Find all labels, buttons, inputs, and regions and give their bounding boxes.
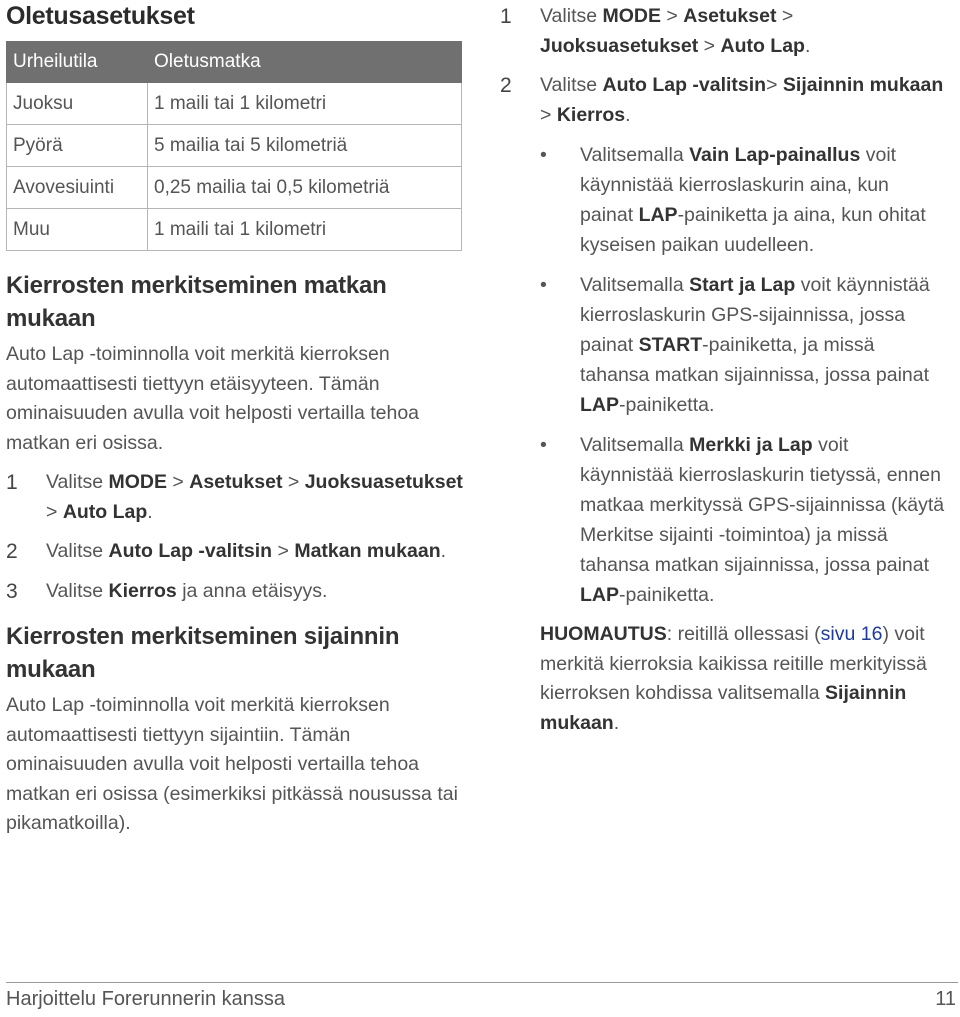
table-row <box>7 209 462 251</box>
bullet-item <box>500 430 945 610</box>
bold-term: Sijainnin mukaan <box>782 74 944 96</box>
bold-term: Kierros <box>556 103 626 126</box>
bullet-marker: • <box>540 274 547 296</box>
bold-term: Auto Lap -valitsin <box>602 74 767 96</box>
step-text: Valitse Auto Lap -valitsin> Sijainnin mukaan > Kierros. <box>540 74 944 126</box>
bold-term: MODE <box>602 5 661 27</box>
page-reference-link[interactable]: sivu 16 <box>820 623 883 645</box>
page-number: 11 <box>935 988 956 1010</box>
page-title: Oletusasetukset <box>6 2 195 30</box>
footer-divider <box>6 982 958 983</box>
footer-section-title: Harjoittelu Forerunnerin kanssa <box>6 988 286 1010</box>
step-text: Valitse MODE > Asetukset > Juoksuasetukset > Auto Lap. <box>46 471 463 523</box>
bold-term: LAP <box>580 584 619 606</box>
bold-term: Auto Lap -valitsin <box>108 540 273 562</box>
step-number: 2 <box>500 74 512 97</box>
table-row <box>7 125 462 167</box>
bold-term: Auto Lap <box>720 34 805 57</box>
bold-term: Sijainnin mukaan <box>540 682 907 734</box>
left-column <box>6 0 468 839</box>
section-heading-distance: Kierrosten merkitseminen matkan mukaan <box>6 272 387 332</box>
step-number: 2 <box>6 540 18 563</box>
bold-term: Kierros <box>108 579 177 602</box>
table-cell-distance: 0,25 mailia tai 0,5 kilometriä <box>148 167 462 209</box>
bold-term: Auto Lap <box>62 500 148 523</box>
steps-list-position <box>500 2 945 130</box>
table-cell-distance: 1 maili tai 1 kilometri <box>148 83 462 125</box>
table-cell-distance: 5 mailia tai 5 kilometriä <box>148 125 462 167</box>
bullet-marker: • <box>540 434 547 456</box>
bullet-text: Valitsemalla Vain Lap-painallus voit käynnistää kierroslaskurin aina, kun painat LAP-painiketta ja aina, kun ohitat kyseisen paikan uudelleen. <box>580 144 926 256</box>
right-column <box>500 0 945 738</box>
table-header-cell: Urheilutila <box>7 42 148 83</box>
bold-term: START <box>638 334 703 356</box>
bold-term: HUOMAUTUS <box>540 623 667 645</box>
bullet-marker: • <box>540 144 547 166</box>
bullet-text: Valitsemalla Merkki ja Lap voit käynnistää kierroslaskurin tietyssä, ennen matkaa merkityssä GPS-sijainnissa (käytä Merkitse sijainti -toimintoa) ja missä tahansa matkan sijainnissa, jossa painat LAP-painiketta. <box>580 434 945 606</box>
section-heading-position: Kierrosten merkitseminen sijainnin mukaan <box>6 623 400 683</box>
table-cell-sport: Juoksu <box>7 83 148 125</box>
bold-term: LAP <box>638 204 678 226</box>
bold-term: Vain Lap-painallus <box>689 144 861 166</box>
steps-list-distance <box>6 468 468 606</box>
option-bullets <box>500 140 945 610</box>
step-number: 1 <box>500 5 512 28</box>
table-row <box>7 83 462 125</box>
bold-term: MODE <box>108 471 167 493</box>
step-number: 3 <box>6 579 18 603</box>
step-item <box>6 537 468 567</box>
step-item <box>500 2 945 61</box>
step-item <box>500 71 945 130</box>
step-text: Valitse Kierros ja anna etäisyys. <box>46 579 328 602</box>
step-item <box>6 577 468 607</box>
note-paragraph: HUOMAUTUS: reitillä ollessasi (sivu 16) voit merkitä kierroksia kaikissa reitille merkityissä kierroksen kohdissa valitsemalla Sijainnin mukaan. <box>540 623 927 734</box>
table-header-cell: Oletusmatka <box>148 42 462 83</box>
bullet-text: Valitsemalla Start ja Lap voit käynnistää kierroslaskurin GPS-sijainnissa, jossa painat START-painiketta, ja missä tahansa matkan sijainnissa, jossa painat LAP-painiketta. <box>580 274 930 416</box>
table-cell-sport: Muu <box>7 209 148 251</box>
section-body-distance: Auto Lap -toiminnolla voit merkitä kierroksen automaattisesti tiettyyn etäisyyteen. Tämän ominaisuuden avulla voit helposti vertailla tehoa matkan eri osissa. <box>6 343 420 454</box>
table-row <box>7 167 462 209</box>
bold-term: Merkki ja Lap <box>689 434 813 456</box>
bold-term: LAP <box>580 394 619 416</box>
bold-term: Asetukset <box>683 5 777 27</box>
step-number: 1 <box>6 471 18 494</box>
table-cell-distance: 1 maili tai 1 kilometri <box>148 209 462 251</box>
bold-term: Asetukset <box>189 471 283 493</box>
table-header-row <box>7 42 462 83</box>
default-distance-table <box>6 41 462 251</box>
bold-term: Matkan mukaan <box>294 540 441 562</box>
bullet-item <box>500 140 945 260</box>
section-body-position: Auto Lap -toiminnolla voit merkitä kierroksen automaattisesti tiettyyn sijaintiin. Tämän ominaisuuden avulla voit helposti vertailla tehoa matkan eri osissa (esimerkiksi pitkässä nousussa tai pikamatkoilla). <box>6 694 458 834</box>
bold-term: Juoksuasetukset <box>304 471 463 493</box>
bold-term: Start ja Lap <box>689 274 796 296</box>
step-item <box>6 468 468 527</box>
table-cell-sport: Avovesiuinti <box>7 167 148 209</box>
step-text: Valitse Auto Lap -valitsin > Matkan mukaan. <box>46 540 447 562</box>
table-cell-sport: Pyörä <box>7 125 148 167</box>
step-text: Valitse MODE > Asetukset > Juoksuasetukset > Auto Lap. <box>540 5 811 57</box>
bullet-item <box>500 270 945 420</box>
bold-term: Juoksuasetukset <box>540 34 699 57</box>
